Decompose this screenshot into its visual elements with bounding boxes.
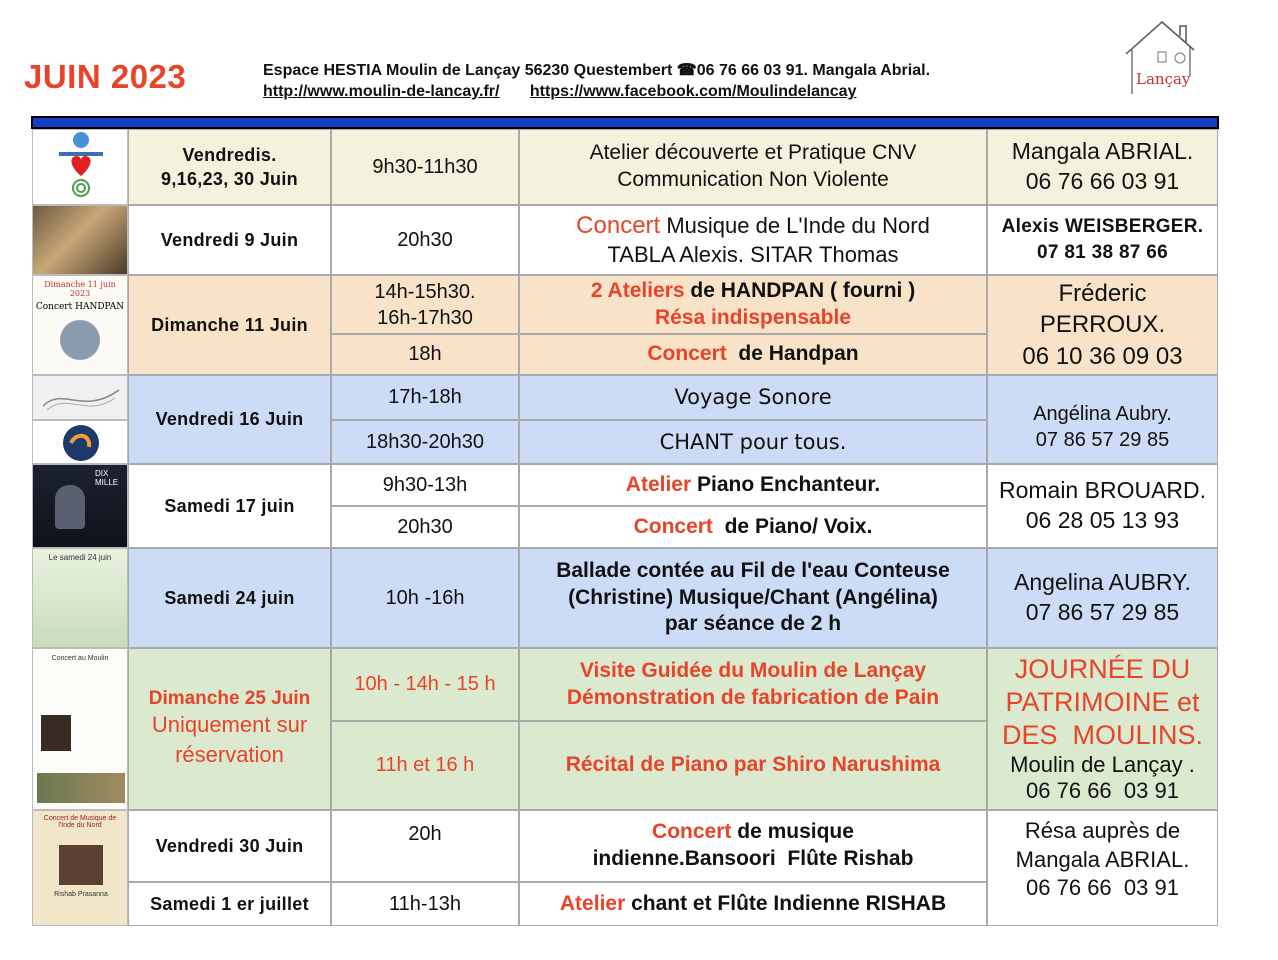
activity-highlight: Concert: [576, 211, 661, 239]
time-cell: 10h -16h: [331, 548, 519, 648]
event-label: JOURNÉE DU: [1014, 653, 1191, 684]
contact-name: Angelina AUBRY.: [1014, 569, 1191, 596]
date-cell: [128, 648, 331, 810]
time-cell: 18h: [331, 334, 519, 375]
activity-text: Piano Enchanteur.: [691, 472, 881, 496]
activity-text: par séance de 2 h: [664, 612, 842, 636]
contact-cell: [987, 548, 1218, 648]
time-cell: 17h-18h: [331, 375, 519, 420]
activity-cell: CHANT pour tous.: [519, 420, 987, 464]
ballade-poster: [32, 548, 128, 648]
contact-name: Alexis WEISBERGER.: [1001, 216, 1204, 238]
musicians-photo: [32, 205, 128, 275]
activity-cell: [519, 506, 987, 548]
contact-phone: 07 86 57 29 85: [1035, 428, 1170, 451]
activity-text: Communication Non Violente: [617, 168, 889, 191]
header-divider: [31, 116, 1219, 129]
poster-text: Concert de Musique de l'Inde du Nord: [43, 815, 117, 829]
links-row: [263, 83, 882, 101]
time-cell: 18h30-20h30: [331, 420, 519, 464]
activity-text: Atelier découverte et Pratique CNV: [589, 141, 917, 165]
time-cell: 20h30: [331, 506, 519, 548]
activity-highlight: 2 Ateliers: [590, 278, 685, 302]
poster-text: Concert au Moulin: [51, 655, 109, 662]
activity-cell: [519, 334, 987, 375]
contact-note: Résa auprès de: [1024, 818, 1181, 843]
sound-image: [32, 375, 128, 420]
activity-text: de Handpan: [726, 342, 859, 366]
time-cell: 20h30: [331, 205, 519, 275]
date-cell: Samedi 24 juin: [128, 548, 331, 648]
poster-text: Concert HANDPAN: [35, 302, 125, 312]
activity-cell: Récital de Piano par Shiro Narushima: [519, 721, 987, 810]
activity-text: de musique: [731, 820, 854, 844]
activity-highlight: Concert: [652, 820, 732, 844]
time-cell: 11h et 16 h: [331, 721, 519, 810]
activity-highlight: Concert: [633, 514, 713, 538]
activity-highlight: Atelier: [625, 472, 692, 496]
contact-name: Romain BROUARD.: [998, 477, 1207, 504]
contact-name: Fréderic: [1058, 280, 1147, 308]
activity-highlight: Résa indispensable: [654, 305, 852, 329]
activity-highlight: Atelier: [559, 891, 626, 915]
date-cell: [128, 129, 331, 205]
page-title: JUIN 2023: [24, 58, 187, 95]
activity-cell: [519, 464, 987, 506]
activity-cell: Voyage Sonore: [519, 375, 987, 420]
date-cell: Vendredi 9 Juin: [128, 205, 331, 275]
date-cell: Vendredi 30 Juin: [128, 810, 331, 882]
date-cell: Vendredi 16 Juin: [128, 375, 331, 464]
activity-text: Musique de L'Inde du Nord: [660, 212, 930, 238]
contact-cell: [987, 375, 1218, 464]
svg-text:Lançay: Lançay: [1136, 70, 1191, 88]
contact-name: Moulin de Lançay .: [1010, 751, 1195, 777]
activity-cell: [519, 548, 987, 648]
time-cell: 20h: [331, 810, 519, 882]
poster-text: DIX MILLE: [95, 469, 119, 487]
activity-text: TABLA Alexis. SITAR Thomas: [607, 242, 899, 268]
activity-cell: [519, 810, 987, 882]
contact-name: Angélina Aubry.: [1033, 402, 1172, 425]
contact-cell: [987, 648, 1218, 810]
contact-cell: [987, 205, 1218, 275]
date-note: Uniquement sur: [151, 712, 308, 738]
activity-text: Visite Guidée du Moulin de Lançay: [579, 658, 927, 682]
cnv-figure-image: [32, 129, 128, 205]
activity-cell: [519, 275, 987, 334]
inde-concert-poster: [32, 810, 128, 926]
contact-phone: 07 81 38 87 66: [1037, 242, 1168, 263]
contact-cell: [987, 464, 1218, 548]
event-label: DES MOULINS.: [1001, 719, 1204, 750]
venue-info: Espace HESTIA Moulin de Lançay 56230 Questembert ☎06 76 66 03 91. Mangala Abrial.: [263, 62, 931, 79]
time-text: 14h-15h30.: [374, 280, 476, 303]
activity-text: Démonstration de fabrication de Pain: [566, 685, 940, 709]
activity-cell: [519, 882, 987, 926]
contact-cell: [987, 275, 1218, 375]
lancay-logo: [1118, 16, 1202, 100]
date-cell: Dimanche 11 Juin: [128, 275, 331, 375]
poster-text: Dimanche 11 juin 2023: [44, 280, 116, 298]
moulin-concert-poster: [32, 648, 128, 810]
activity-cell: [519, 129, 987, 205]
date-text: Dimanche 25 Juin: [148, 688, 311, 710]
date-text: 9,16,23, 30 Juin: [161, 169, 298, 189]
contact-phone: 06 76 66 03 91: [1026, 778, 1179, 804]
time-cell: 11h-13h: [331, 882, 519, 926]
contact-name: Mangala ABRIAL.: [1015, 846, 1190, 872]
time-cell: 10h - 14h - 15 h: [331, 648, 519, 721]
activity-text: Ballade contée au Fil de l'eau Conteuse: [556, 558, 950, 582]
contact-phone: 06 76 66 03 91: [1026, 875, 1179, 901]
activity-text: de HANDPAN ( fourni ): [684, 278, 916, 302]
poster-text: Rishab Prasanna: [54, 891, 108, 898]
activity-cell: [519, 648, 987, 721]
time-cell: 9h30-13h: [331, 464, 519, 506]
date-cell: Samedi 17 juin: [128, 464, 331, 548]
contact-phone: 06 28 05 13 93: [1025, 507, 1180, 533]
facebook-link[interactable]: https://www.facebook.com/Moulindelancay: [529, 83, 857, 100]
poster-text: Le samedi 24 juin: [48, 553, 112, 562]
contact-name: PERROUX.: [1039, 311, 1166, 339]
activity-text: indienne.Bansoori Flûte Rishab: [592, 847, 914, 870]
dixmille-poster: [32, 464, 128, 548]
time-cell: [331, 275, 519, 334]
date-text: Vendredis.: [182, 144, 277, 165]
time-cell: 9h30-11h30: [331, 129, 519, 205]
handpan-poster: [32, 275, 128, 375]
contact-phone: 07 86 57 29 85: [1025, 599, 1180, 625]
contact-cell: [987, 129, 1218, 205]
activity-cell: [519, 205, 987, 275]
website-link[interactable]: http://www.moulin-de-lancay.fr/: [263, 83, 500, 100]
time-text: 16h-17h30: [377, 306, 473, 329]
activity-text: chant et Flûte Indienne RISHAB: [625, 891, 947, 915]
contact-name: Mangala ABRIAL.: [1011, 138, 1194, 165]
contact-phone: 06 10 36 09 03: [1022, 342, 1183, 370]
date-note: réservation: [175, 742, 284, 767]
date-cell: Samedi 1 er juillet: [128, 882, 331, 926]
activity-highlight: Concert: [647, 342, 727, 366]
contact-phone: 06 76 66 03 91: [1025, 168, 1180, 194]
chant-logo: [32, 420, 128, 464]
activity-text: de Piano/ Voix.: [712, 514, 873, 538]
event-label: PATRIMOINE et: [1005, 686, 1200, 717]
contact-cell: [987, 810, 1218, 926]
activity-text: (Christine) Musique/Chant (Angélina): [568, 585, 938, 609]
